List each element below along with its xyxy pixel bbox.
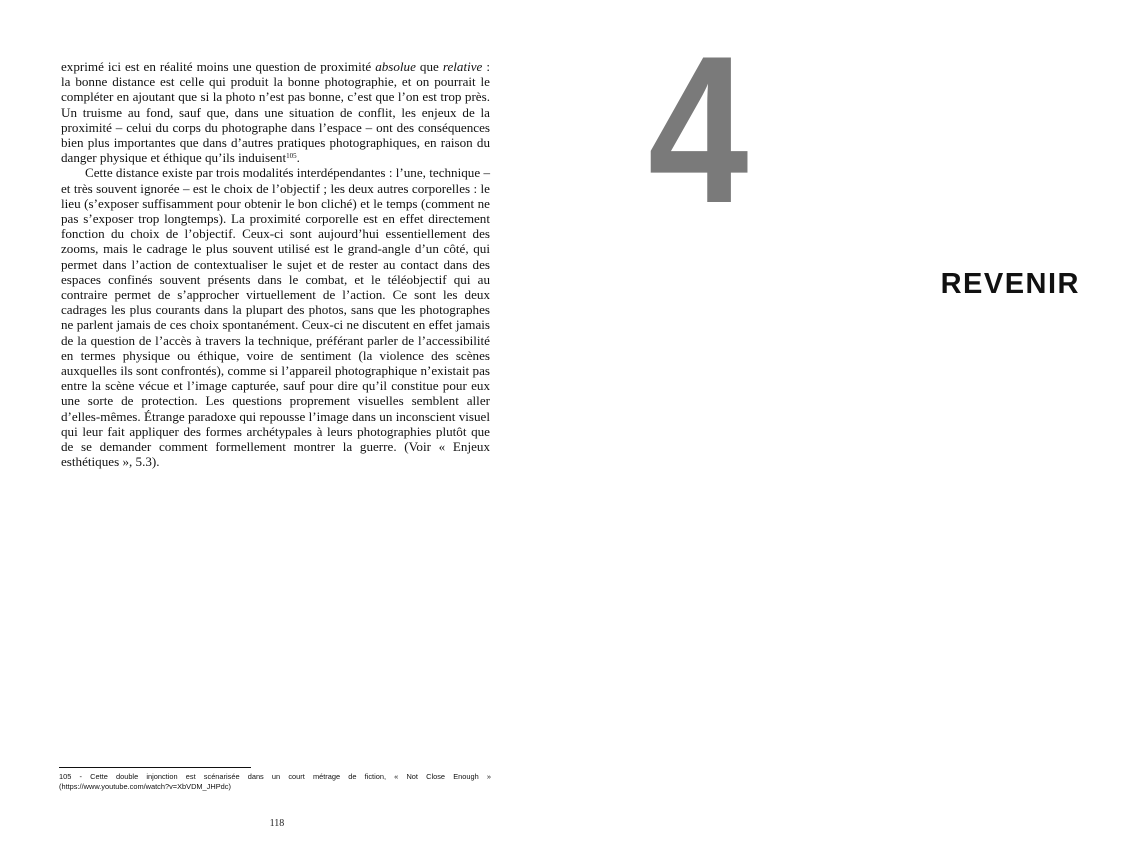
page-number: 118 — [269, 818, 285, 829]
text-segment: exprimé ici est en réalité moins une question de proximité — [61, 59, 376, 74]
text-segment: . — [296, 150, 300, 166]
text-segment: que — [415, 59, 443, 74]
paragraph-1 — [61, 59, 490, 165]
paragraph-2 — [61, 165, 490, 469]
footnote-divider — [59, 767, 251, 768]
text-segment: Cette distance existe par trois modalités interdépendantes : l’une, technique – et très souvent ignorée – est le choix de l’objectif ; les deux autres corporelles : le lieu (s’exposer suffisamment pour obtenir le bon cliché) et le temps (comment ne pas s’exposer trop longtemps). La proximité corporelle est en effet directement fonction du choix de l’objectif. Ceux-ci sont aujourd’hui essentiellement des zooms, mais le cadrage le plus souvent utilisé est le grand-angle d’un côté, qui permet dans l’action de contextualiser le sujet et de rester au contact dans des espaces confinés souvent présents dans le combat, et le téléobjectif qui au contraire permet de s’approcher virtuellement de l’action. Ce sont les deux cadrages les plus courants dans la plupart des photos, sans que les photographes ne parlent jamais de ces choix spontanément. Ceux-ci ne discutent en effet jamais de la question de l’accès à travers la technique, préférant parler de l’accessibilité en termes physique ou éthique, voire de sentiment (la violence des scènes auxquelles ils sont confrontés), comme si l’appareil photographique n’existait pas entre la scène vécue et l’image capturée, sauf pour dire qu’il constitue pour eux une sorte de protection. Les questions proprement visuelles semblent aller d’elles-mêmes. Étrange paradoxe qui repousse l’image dans un inconscient visuel qui leur fait appliquer des formes archétypales à leurs photographies plutôt que de se demander comment formellement montrer la guerre. (Voir « Enjeux esthétiques », 5.3). — [61, 165, 490, 470]
text-segment-italic: absolue — [375, 59, 416, 74]
footnote-105: 105 - Cette double injonction est scénarisée dans un court métrage de fiction, « Not Close Enough » (https://www.youtube.com/watch?v=XbVDM_JHPdc) — [59, 772, 491, 791]
body-text — [61, 59, 490, 469]
text-segment: : la bonne distance est celle qui produit la bonne photographie, et on pourrait le compléter en ajoutant que si la photo n’est pas bonne, c’est que l’on est trop près. Un truisme au fond, sauf que, dans une situation de conflit, les enjeux de la proximité – celui du corps du photographe dans l’espace – ont des conséquences bien plus importantes que dans d’autres pratiques photographiques, en raison du danger physique et éthique qu’ils induisent — [61, 59, 490, 166]
left-page — [0, 0, 560, 858]
right-page — [570, 0, 1140, 858]
chapter-title: REVENIR — [940, 268, 1080, 300]
footnote-reference[interactable]: 105 — [286, 152, 297, 161]
chapter-number: 4 — [648, 12, 746, 247]
text-segment-italic: relative — [442, 59, 483, 74]
